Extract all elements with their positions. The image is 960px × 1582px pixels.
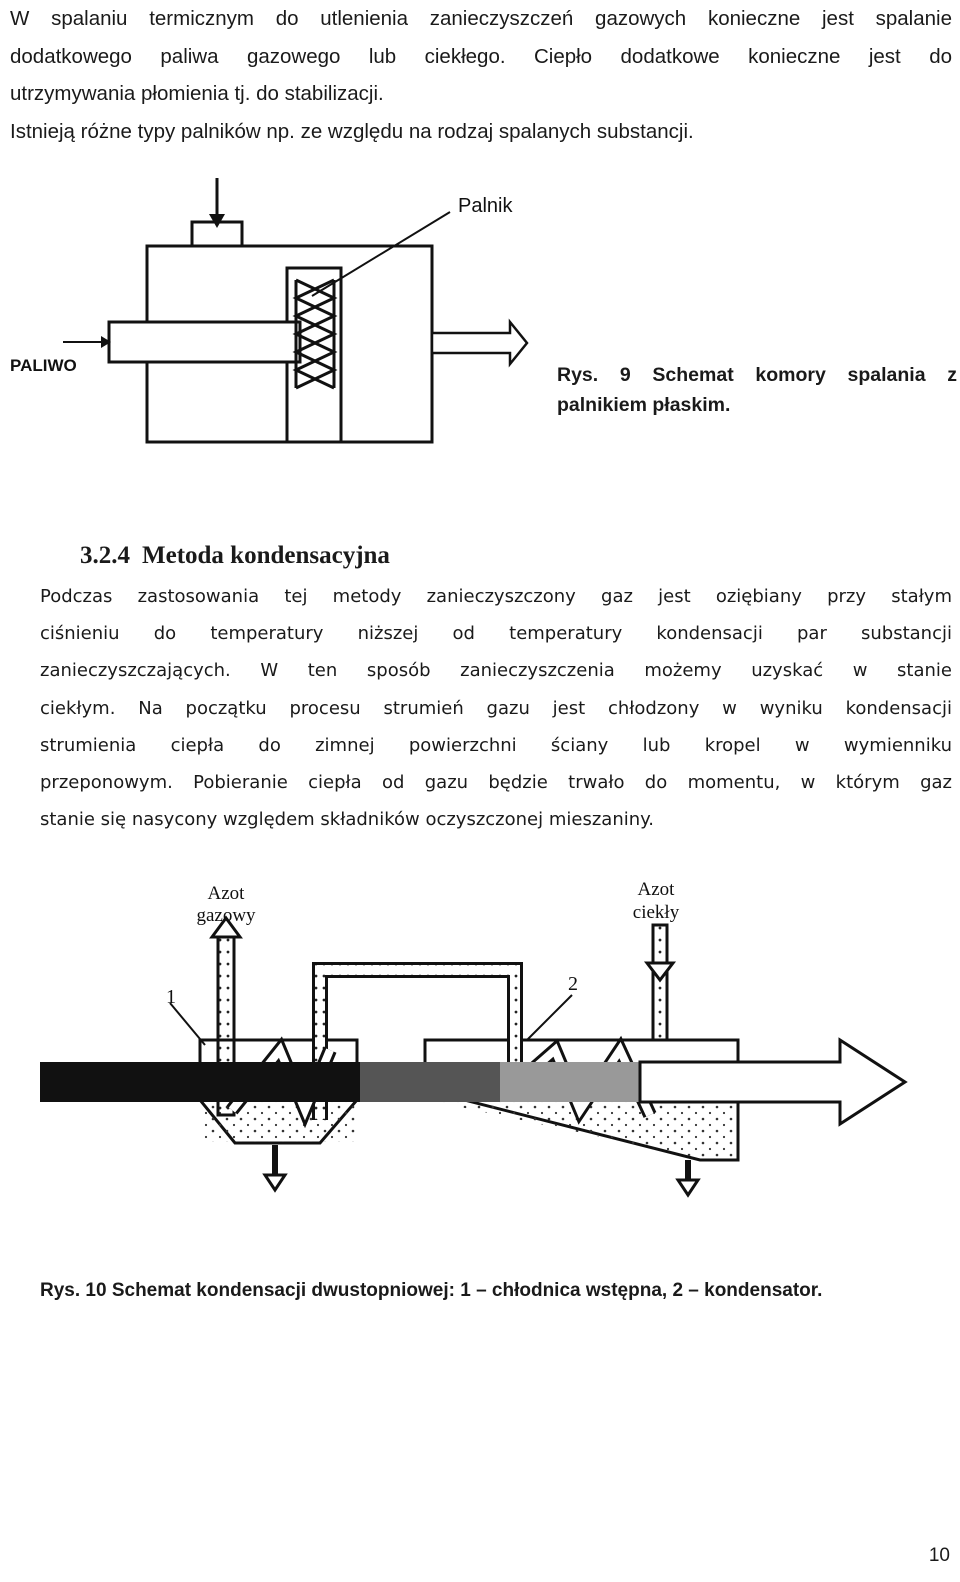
gas-stream-light <box>500 1062 640 1102</box>
caption-line: Rys. 9 Schemat komory spalania z <box>557 364 957 386</box>
condenser-drain-arrow <box>678 1180 698 1195</box>
liquid-label-line1: Azot <box>637 879 675 900</box>
liquid-inlet-tube <box>653 925 667 1040</box>
combustion-chamber-diagram <box>0 168 560 468</box>
label-2: 2 <box>568 973 578 995</box>
paragraph-line: ciśnieniu do temperatury niższej od temperatury kondensacji par substancji <box>40 623 952 645</box>
liquid-label-line2: ciekły <box>632 902 680 923</box>
two-stage-condensation-diagram <box>0 870 960 1200</box>
figure10-caption: Rys. 10 Schemat kondensacji dwustopniowej: 1 – chłodnica wstępna, 2 – kondensator. <box>40 1280 823 1301</box>
paragraph-line: ciekłym. Na początku procesu strumień gazu jest chłodzony w wyniku kondensacji <box>40 697 952 719</box>
label-1-leader <box>170 1003 205 1045</box>
fuel-label: PALIWO <box>10 356 77 375</box>
label-2-leader <box>527 995 572 1040</box>
gas-stream-dark <box>40 1062 360 1102</box>
section-number: 3.2.4 <box>80 542 130 569</box>
figure9-caption <box>557 360 957 420</box>
paragraph-line: zanieczyszczających. W ten sposób zanieczyszczenia możemy uzyskać w stanie <box>40 660 952 682</box>
intro-line: dodatkowego paliwa gazowego lub ciekłego. Ciepło dodatkowe konieczne jest do <box>10 44 952 68</box>
burner-leader-line <box>312 212 450 296</box>
section-paragraph <box>40 578 952 838</box>
gas-label-line2: gazowy <box>196 905 256 926</box>
paragraph-line: Podczas zastosowania tej metody zanieczyszczony gaz jest oziębiany przy stałym <box>40 586 952 607</box>
gas-label-line1: Azot <box>207 883 245 904</box>
section-title: Metoda kondensacyjna <box>142 542 390 569</box>
precooler-drain-arrow <box>265 1175 285 1190</box>
intro-line: Istnieją różne typy palników np. ze względu na rodzaj spalanych substancji. <box>10 119 694 143</box>
intro-line: W spalaniu termicznym do utlenienia zanieczyszczeń gazowych konieczne jest spalanie <box>10 7 952 30</box>
fuel-pipe <box>109 322 300 362</box>
gas-stream-mid <box>360 1062 500 1102</box>
section-heading <box>80 538 390 574</box>
burner-label: Palnik <box>458 195 513 217</box>
intro-line: utrzymywania płomienia tj. do stabilizacji. <box>10 82 384 105</box>
label-1: 1 <box>166 986 176 1008</box>
paragraph-line: przeponowym. Pobieranie ciepła od gazu będzie trwało do momentu, w którym gaz <box>40 772 952 794</box>
paragraph-line: strumienia ciepła do zimnej powierzchni ściany lub kropel w wymienniku <box>40 734 952 756</box>
page-number: 10 <box>928 1545 950 1566</box>
caption-line: palnikiem płaskim. <box>557 394 731 416</box>
liquid-inlet-arrow <box>647 963 673 980</box>
paragraph-line: stanie się nasycony względem składników oczyszczonej mieszaniny. <box>40 809 654 831</box>
outlet-arrow <box>432 322 527 364</box>
intro-paragraph <box>10 0 952 150</box>
